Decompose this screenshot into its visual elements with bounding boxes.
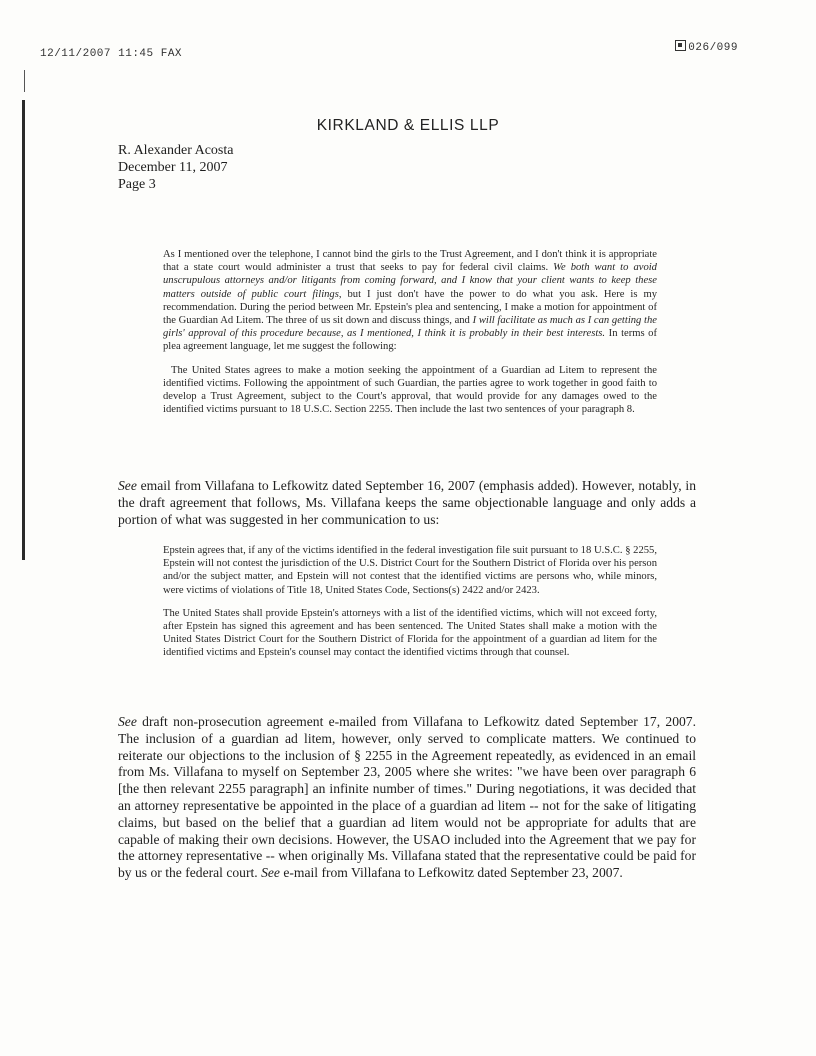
quote-paragraph [163,248,657,354]
quote-paragraph: Epstein agrees that, if any of the victims identified in the federal investigation file suit pursuant to 18 U.S.C. § 2255, Epstein will not contest the jurisdiction of the U.S. District Court for the Southern District of Florida over his person and/or the subject matter, and Epstein will not contest that the identified victims are persons who, while minors, were victims of violations of Title 18, United States Code, Sections(s) 2422 and/or 2423. [163,545,658,596]
recipient-name: R. Alexander Acosta [118,143,234,158]
body-paragraph [118,714,696,882]
quote-emphasis: We both want to avoid unscrupulous attorneys and/or litigants from coming forward, and I know that your client wants to keep these matters outside of public court filings [163,262,657,300]
fax-page-counter [675,40,738,54]
fax-checkbox-icon [675,40,686,51]
page-number: Page 3 [118,177,156,192]
block-quote-email [163,248,657,426]
citation-signal: See [118,478,137,493]
quote-text: , but I just don't have the power to do what you ask. Here is my recommendation. During the period between Mr. Epstein's plea and sentencing, I make a motion for appointment of the Guardian Ad Litem. The three of us sit down and discuss things, and [163,288,657,327]
body-paragraph [118,478,696,528]
firm-letterhead: KIRKLAND & ELLIS LLP [316,117,500,134]
citation-signal: See [118,714,137,729]
quote-text: As I mentioned over the telephone, I cannot bind the girls to the Trust Agreement, and I don't think it is appropriate that a state court would administer a trust that seeks to pay for federal civil claims. [163,249,657,274]
quote-paragraph: The United States agrees to make a motion seeking the appointment of a Guardian ad Litem to represent the identified victims. Following the appointment of such Guardian, the parties agree to work together in good faith to develop a Trust Agreement, subject to the Court's approval, that would provide for any damages owed to the identified victims pursuant to 18 U.S.C. Section 2255. Then include the last two sentences of your paragraph 8. [163,364,657,416]
fax-page-number: 026/099 [688,42,738,54]
page-header [118,142,233,193]
letter-date: December 11, 2007 [118,160,228,175]
quote-emphasis: I will facilitate as much as I can getting the girls' approval of this procedure because, as I mentioned, I think it is probably in their best interests. [163,315,658,340]
body-text: e-mail from Villafana to Lefkowitz dated September 23, 2007. [279,865,623,881]
quote-text: In terms of plea agreement language, let me suggest the following: [163,328,657,353]
body-text: draft non-prosecution agreement e-mailed from Villafana to Lefkowitz dated September 17, 2007. The inclusion of a guardian ad litem, however, only served to complicate matters. We continued to reiterate our objections to the inclusion of § 2255 in the Agreement repeatedly, as evidenced in an email from Ms. Villafana to myself on September 23, 2005 where she writes: "we have been over paragraph 6 [the then relevant 2255 paragraph] an infinite number of times." During negotiations, it was decided that an attorney representative be appointed in the place of a guardian ad litem -- not for the sake of litigating claims, but based on the belief that a guardian ad litem would not be appropriate for adults that are capable of making their own decisions. However, the USAO included into the Agreement that we pay for the attorney representative -- when originally Ms. Villafana stated that the representative could be paid for by us or the federal court. [118,714,696,881]
scan-mark [24,70,25,92]
margin-revision-bar [22,100,25,560]
quote-paragraph: The United States shall provide Epstein's attorneys with a list of the identified victims, which will not exceed forty, after Epstein has signed this agreement and has been sentenced. The United States shall make a motion with the United States District Court for the Southern District of Florida for the appointment of a guardian ad litem for the identified victims and Epstein's counsel may contact the identified victims through that counsel. [163,607,657,659]
body-text: email from Villafana to Lefkowitz dated September 16, 2007 (emphasis added). However, notably, in the draft agreement that follows, Ms. Villafana keeps the same objectionable language and only adds a portion of what was suggested in her communication to us: [118,478,696,527]
fax-datetime: 12/11/2007 11:45 FAX [40,48,183,60]
citation-signal: See [261,865,280,881]
block-quote-draft-agreement [163,544,657,670]
